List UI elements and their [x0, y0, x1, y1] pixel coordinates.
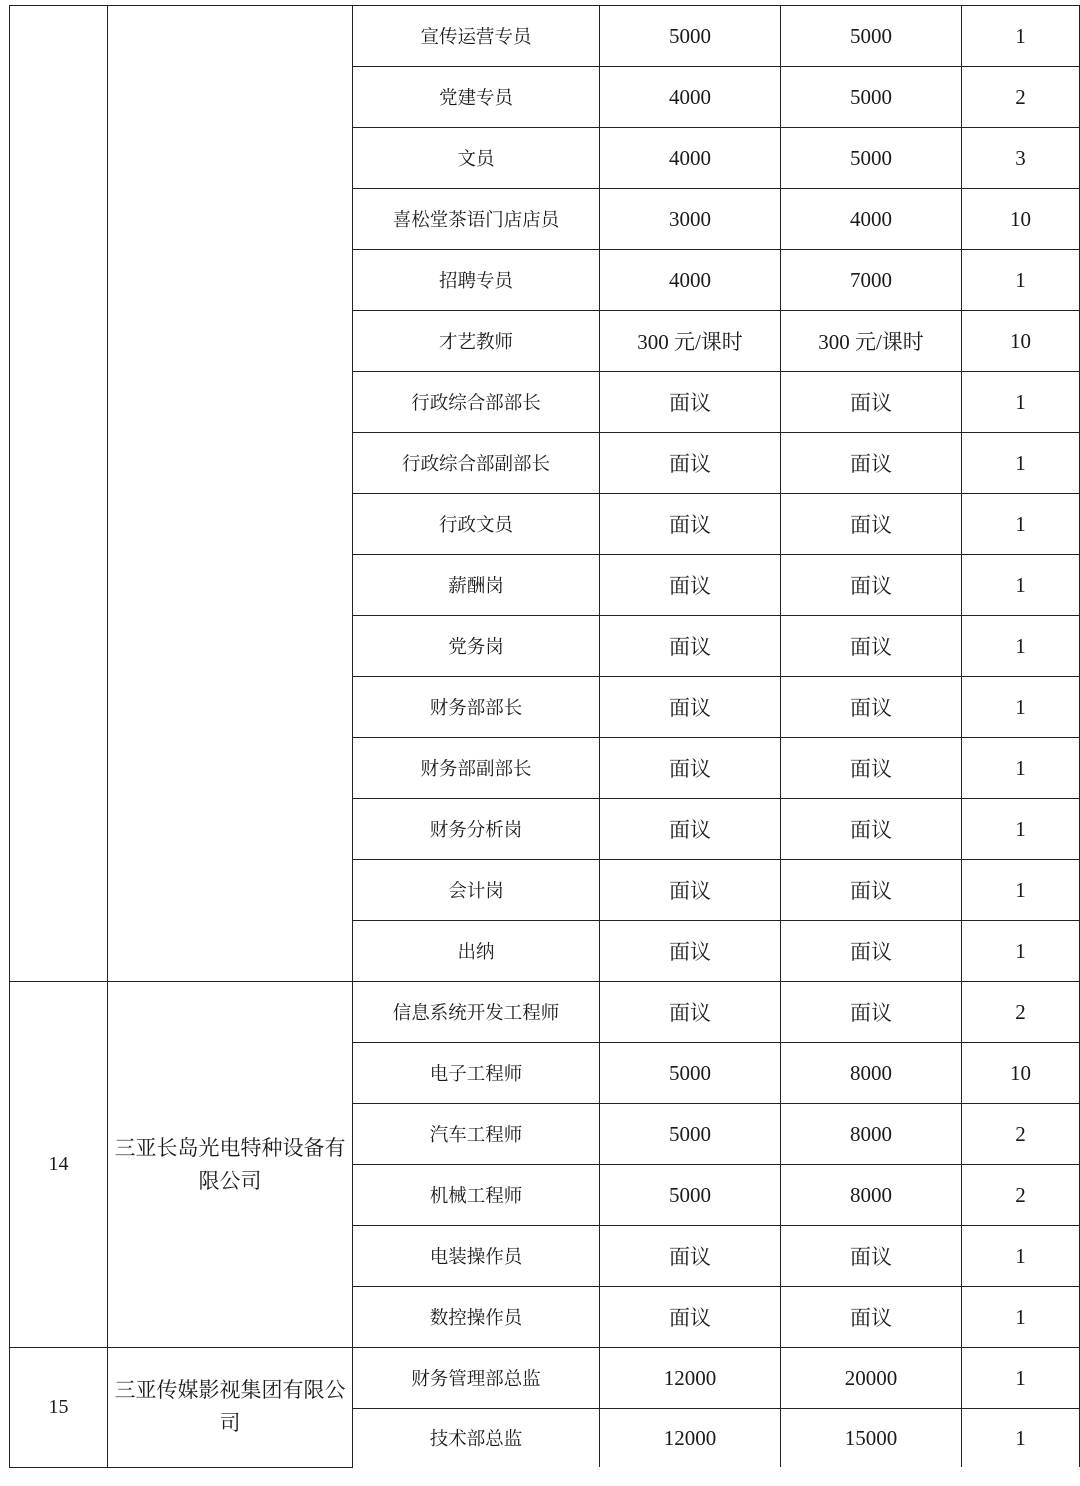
salary-min-cell: 5000	[600, 1104, 781, 1165]
position-cell: 宣传运营专员	[353, 6, 600, 67]
company-name-cell: 三亚传媒影视集团有限公司	[108, 1348, 353, 1468]
salary-max-cell: 5000	[781, 128, 962, 189]
salary-min-cell: 面议	[600, 799, 781, 860]
position-cell: 财务部部长	[353, 677, 600, 738]
headcount-cell: 1	[962, 738, 1080, 799]
position-cell: 机械工程师	[353, 1165, 600, 1226]
position-cell: 才艺教师	[353, 311, 600, 372]
salary-min-cell: 面议	[600, 616, 781, 677]
headcount-cell: 10	[962, 189, 1080, 250]
headcount-cell: 1	[962, 616, 1080, 677]
salary-min-cell: 12000	[600, 1348, 781, 1409]
position-cell: 技术部总监	[353, 1409, 600, 1468]
position-cell: 财务分析岗	[353, 799, 600, 860]
headcount-cell: 1	[962, 1226, 1080, 1287]
salary-max-cell: 面议	[781, 860, 962, 921]
salary-min-cell: 3000	[600, 189, 781, 250]
salary-max-cell: 面议	[781, 494, 962, 555]
job-table-body	[10, 6, 1080, 1468]
salary-min-cell: 面议	[600, 921, 781, 982]
salary-min-cell: 面议	[600, 677, 781, 738]
headcount-cell: 1	[962, 860, 1080, 921]
salary-max-cell: 5000	[781, 67, 962, 128]
headcount-cell: 1	[962, 555, 1080, 616]
headcount-cell: 2	[962, 982, 1080, 1043]
salary-min-cell: 4000	[600, 128, 781, 189]
position-cell: 会计岗	[353, 860, 600, 921]
salary-max-cell: 面议	[781, 555, 962, 616]
salary-max-cell: 4000	[781, 189, 962, 250]
headcount-cell: 1	[962, 799, 1080, 860]
salary-min-cell: 300 元/课时	[600, 311, 781, 372]
table-row	[10, 6, 1080, 67]
headcount-cell: 1	[962, 372, 1080, 433]
position-cell: 行政综合部部长	[353, 372, 600, 433]
position-cell: 财务部副部长	[353, 738, 600, 799]
salary-min-cell: 面议	[600, 1226, 781, 1287]
position-cell: 行政文员	[353, 494, 600, 555]
salary-max-cell: 面议	[781, 1226, 962, 1287]
table-row	[10, 982, 1080, 1043]
headcount-cell: 1	[962, 1287, 1080, 1348]
headcount-cell: 2	[962, 1165, 1080, 1226]
salary-max-cell: 300 元/课时	[781, 311, 962, 372]
table-row	[10, 1348, 1080, 1409]
salary-max-cell: 7000	[781, 250, 962, 311]
headcount-cell: 1	[962, 250, 1080, 311]
company-number-cell: 15	[10, 1348, 108, 1468]
position-cell: 电子工程师	[353, 1043, 600, 1104]
position-cell: 薪酬岗	[353, 555, 600, 616]
salary-max-cell: 面议	[781, 738, 962, 799]
headcount-cell: 1	[962, 433, 1080, 494]
salary-max-cell: 面议	[781, 616, 962, 677]
position-cell: 信息系统开发工程师	[353, 982, 600, 1043]
salary-max-cell: 面议	[781, 677, 962, 738]
company-name-cell	[108, 6, 353, 982]
salary-min-cell: 面议	[600, 433, 781, 494]
headcount-cell: 1	[962, 6, 1080, 67]
salary-min-cell: 12000	[600, 1409, 781, 1468]
position-cell: 喜松堂茶语门店店员	[353, 189, 600, 250]
salary-max-cell: 面议	[781, 982, 962, 1043]
position-cell: 招聘专员	[353, 250, 600, 311]
position-cell: 汽车工程师	[353, 1104, 600, 1165]
headcount-cell: 1	[962, 921, 1080, 982]
salary-min-cell: 4000	[600, 250, 781, 311]
position-cell: 党务岗	[353, 616, 600, 677]
position-cell: 党建专员	[353, 67, 600, 128]
headcount-cell: 1	[962, 1409, 1080, 1468]
salary-max-cell: 8000	[781, 1165, 962, 1226]
salary-max-cell: 5000	[781, 6, 962, 67]
salary-min-cell: 4000	[600, 67, 781, 128]
headcount-cell: 2	[962, 67, 1080, 128]
salary-min-cell: 面议	[600, 372, 781, 433]
position-cell: 文员	[353, 128, 600, 189]
salary-max-cell: 面议	[781, 433, 962, 494]
company-number-cell: 14	[10, 982, 108, 1348]
company-number-cell	[10, 6, 108, 982]
salary-max-cell: 8000	[781, 1104, 962, 1165]
salary-min-cell: 面议	[600, 982, 781, 1043]
position-cell: 行政综合部副部长	[353, 433, 600, 494]
headcount-cell: 10	[962, 1043, 1080, 1104]
salary-max-cell: 20000	[781, 1348, 962, 1409]
salary-min-cell: 面议	[600, 738, 781, 799]
salary-max-cell: 8000	[781, 1043, 962, 1104]
salary-min-cell: 5000	[600, 1165, 781, 1226]
headcount-cell: 1	[962, 677, 1080, 738]
salary-min-cell: 面议	[600, 555, 781, 616]
position-cell: 数控操作员	[353, 1287, 600, 1348]
headcount-cell: 10	[962, 311, 1080, 372]
salary-max-cell: 面议	[781, 921, 962, 982]
salary-min-cell: 5000	[600, 6, 781, 67]
headcount-cell: 3	[962, 128, 1080, 189]
headcount-cell: 2	[962, 1104, 1080, 1165]
salary-max-cell: 面议	[781, 372, 962, 433]
position-cell: 财务管理部总监	[353, 1348, 600, 1409]
salary-min-cell: 面议	[600, 1287, 781, 1348]
salary-min-cell: 5000	[600, 1043, 781, 1104]
headcount-cell: 1	[962, 494, 1080, 555]
salary-min-cell: 面议	[600, 494, 781, 555]
salary-min-cell: 面议	[600, 860, 781, 921]
position-cell: 电装操作员	[353, 1226, 600, 1287]
salary-max-cell: 面议	[781, 1287, 962, 1348]
headcount-cell: 1	[962, 1348, 1080, 1409]
company-name-cell: 三亚长岛光电特种设备有限公司	[108, 982, 353, 1348]
position-cell: 出纳	[353, 921, 600, 982]
job-table	[9, 5, 1080, 1468]
salary-max-cell: 15000	[781, 1409, 962, 1468]
salary-max-cell: 面议	[781, 799, 962, 860]
